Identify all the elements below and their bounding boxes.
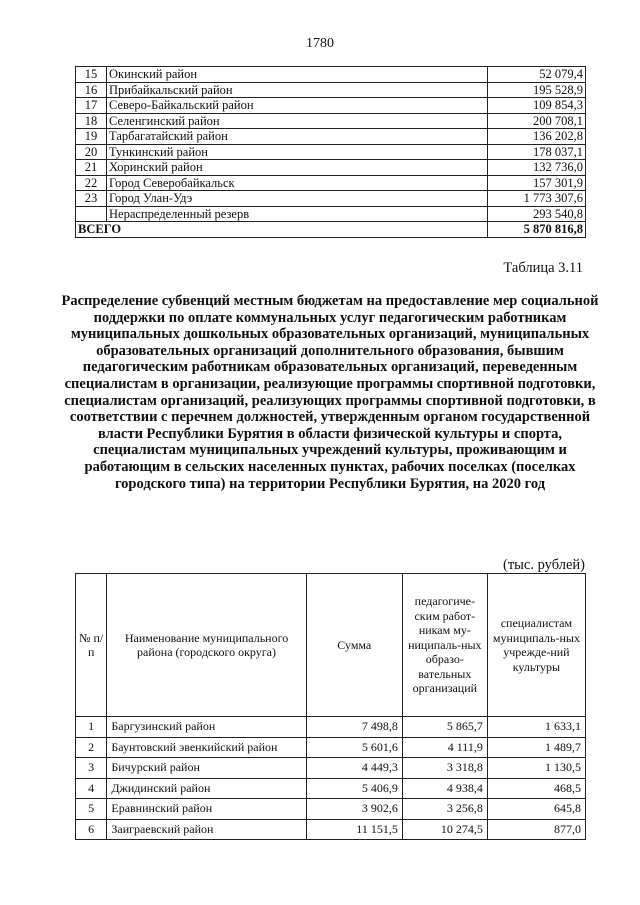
row-number: 2 xyxy=(76,737,107,758)
row-number: 15 xyxy=(76,67,107,83)
amount: 200 708,1 xyxy=(488,113,586,129)
row-number: 5 xyxy=(76,799,107,820)
total-row xyxy=(76,222,586,238)
table-row xyxy=(76,758,586,779)
table-row xyxy=(76,129,586,145)
table-row xyxy=(76,799,586,820)
table-row xyxy=(76,778,586,799)
header-number: № п/п xyxy=(76,574,107,717)
header-sum: Сумма xyxy=(306,574,402,717)
table-row xyxy=(76,819,586,840)
amount: 136 202,8 xyxy=(488,129,586,145)
pedagogical-amount: 4 111,9 xyxy=(402,737,487,758)
row-number: 19 xyxy=(76,129,107,145)
district-name: Баунтовский эвенкийский район xyxy=(107,737,306,758)
district-name: Тарбагатайский район xyxy=(107,129,488,145)
row-number: 23 xyxy=(76,191,107,207)
district-name: Хоринский район xyxy=(107,160,488,176)
district-name: Город Северобайкальск xyxy=(107,175,488,191)
header-culture: специалистам муниципаль-ных учрежде-ний культуры xyxy=(487,574,585,717)
amount: 293 540,8 xyxy=(488,206,586,222)
allocation-table-continued xyxy=(75,66,586,238)
table-row xyxy=(76,160,586,176)
culture-amount: 468,5 xyxy=(487,778,585,799)
district-name: Бичурский район xyxy=(107,758,306,779)
table-row xyxy=(76,113,586,129)
culture-amount: 1 489,7 xyxy=(487,737,585,758)
row-number: 18 xyxy=(76,113,107,129)
table-row xyxy=(76,206,586,222)
row-number: 4 xyxy=(76,778,107,799)
table-row xyxy=(76,717,586,738)
district-name: Северо-Байкальский район xyxy=(107,98,488,114)
table-row xyxy=(76,737,586,758)
page-number: 1780 xyxy=(306,36,334,51)
sum-amount: 5 601,6 xyxy=(306,737,402,758)
header-name: Наименование муниципального района (городского округа) xyxy=(107,574,306,717)
pedagogical-amount: 10 274,5 xyxy=(402,819,487,840)
culture-amount: 645,8 xyxy=(487,799,585,820)
amount: 52 079,4 xyxy=(488,67,586,83)
district-name: Прибайкальский район xyxy=(107,82,488,98)
district-name: Город Улан-Удэ xyxy=(107,191,488,207)
table-row xyxy=(76,98,586,114)
unit-label: (тыс. рублей) xyxy=(503,557,585,573)
row-number: 16 xyxy=(76,82,107,98)
culture-amount: 1 633,1 xyxy=(487,717,585,738)
total-amount: 5 870 816,8 xyxy=(488,222,586,238)
district-name: Джидинский район xyxy=(107,778,306,799)
district-name: Окинский район xyxy=(107,67,488,83)
district-name: Селенгинский район xyxy=(107,113,488,129)
pedagogical-amount: 3 318,8 xyxy=(402,758,487,779)
row-number: 17 xyxy=(76,98,107,114)
table-row xyxy=(76,82,586,98)
pedagogical-amount: 5 865,7 xyxy=(402,717,487,738)
sum-amount: 7 498,8 xyxy=(306,717,402,738)
amount: 195 528,9 xyxy=(488,82,586,98)
pedagogical-amount: 4 938,4 xyxy=(402,778,487,799)
district-name: Нераспределенный резерв xyxy=(107,206,488,222)
header-pedagogical: педагогиче-ским работ-никам му-ниципаль-ных образо-вательных организаций xyxy=(402,574,487,717)
table-row xyxy=(76,175,586,191)
subvention-table xyxy=(75,573,586,840)
table-title: Распределение субвенций местным бюджетам на предоставление мер социальной поддержки по оплате коммунальных услуг педагогическим работникам муниципальных дошкольных образовательных организаций, муниципальных образовательных организаций дополнительного образования, бывшим педагогическим работникам образовательных организаций, переведенным специалистам в организации, реализующие программы спортивной подготовки, специалистам организаций, реализующих программы спортивной подготовки, в соответствии с перечнем должностей, утвержденным органом государственной власти Республики Бурятия в области физической культуры и спорта, специалистам муниципальных учреждений культуры, проживающим и работающим в сельских населенных пунктах, рабочих поселках (поселках городского типа) на территории Республики Бурятия, на 2020 год xyxy=(61,293,599,492)
amount: 178 037,1 xyxy=(488,144,586,160)
table-row xyxy=(76,144,586,160)
district-name: Еравнинский район xyxy=(107,799,306,820)
row-number xyxy=(76,206,107,222)
total-label: ВСЕГО xyxy=(76,222,488,238)
table-row xyxy=(76,67,586,83)
sum-amount: 5 406,9 xyxy=(306,778,402,799)
row-number: 6 xyxy=(76,819,107,840)
district-name: Баргузинский район xyxy=(107,717,306,738)
district-name: Тункинский район xyxy=(107,144,488,160)
row-number: 1 xyxy=(76,717,107,738)
row-number: 20 xyxy=(76,144,107,160)
pedagogical-amount: 3 256,8 xyxy=(402,799,487,820)
amount: 1 773 307,6 xyxy=(488,191,586,207)
district-name: Заиграевский район xyxy=(107,819,306,840)
amount: 109 854,3 xyxy=(488,98,586,114)
sum-amount: 4 449,3 xyxy=(306,758,402,779)
table-row xyxy=(76,191,586,207)
sum-amount: 11 151,5 xyxy=(306,819,402,840)
culture-amount: 877,0 xyxy=(487,819,585,840)
row-number: 3 xyxy=(76,758,107,779)
culture-amount: 1 130,5 xyxy=(487,758,585,779)
amount: 132 736,0 xyxy=(488,160,586,176)
amount: 157 301,9 xyxy=(488,175,586,191)
row-number: 22 xyxy=(76,175,107,191)
table-label: Таблица 3.11 xyxy=(503,260,583,276)
row-number: 21 xyxy=(76,160,107,176)
sum-amount: 3 902,6 xyxy=(306,799,402,820)
